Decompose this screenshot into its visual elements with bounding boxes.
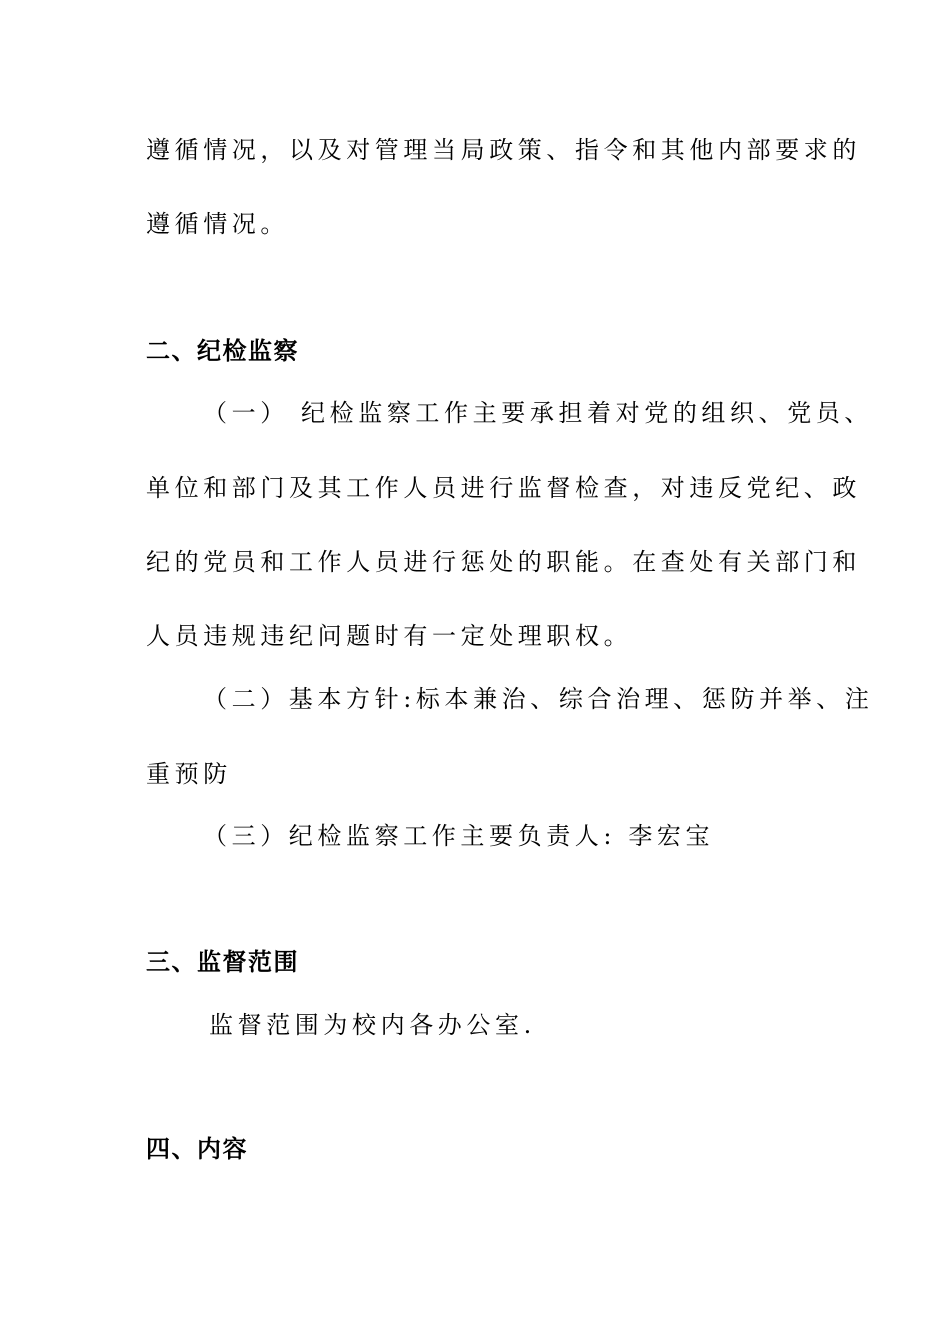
paragraph-line: （三）纪检监察工作主要负责人: 李宏宝 — [203, 822, 715, 850]
paragraph-line: 人员违规违纪问题时有一定处理职权。 — [146, 622, 633, 650]
paragraph-line: （一） 纪检监察工作主要承担着对党的组织、党员、 — [203, 399, 874, 427]
paragraph-line: 监督范围为校内各办公室. — [209, 1011, 536, 1039]
paragraph-line: 纪的党员和工作人员进行惩处的职能。在查处有关部门和 — [146, 548, 861, 576]
section-heading-4: 四、内容 — [146, 1135, 248, 1163]
section-heading-3: 三、监督范围 — [146, 948, 299, 976]
paragraph-line: 重预防 — [146, 760, 232, 788]
paragraph-line: （二）基本方针:标本兼治、综合治理、惩防并举、注 — [203, 685, 874, 713]
paragraph-line: 单位和部门及其工作人员进行监督检查，对违反党纪、政 — [146, 474, 861, 502]
section-heading-2: 二、纪检监察 — [146, 337, 299, 365]
paragraph-line: 遵循情况，以及对管理当局政策、指令和其他内部要求的 — [146, 136, 861, 164]
paragraph-line: 遵循情况。 — [146, 210, 289, 238]
